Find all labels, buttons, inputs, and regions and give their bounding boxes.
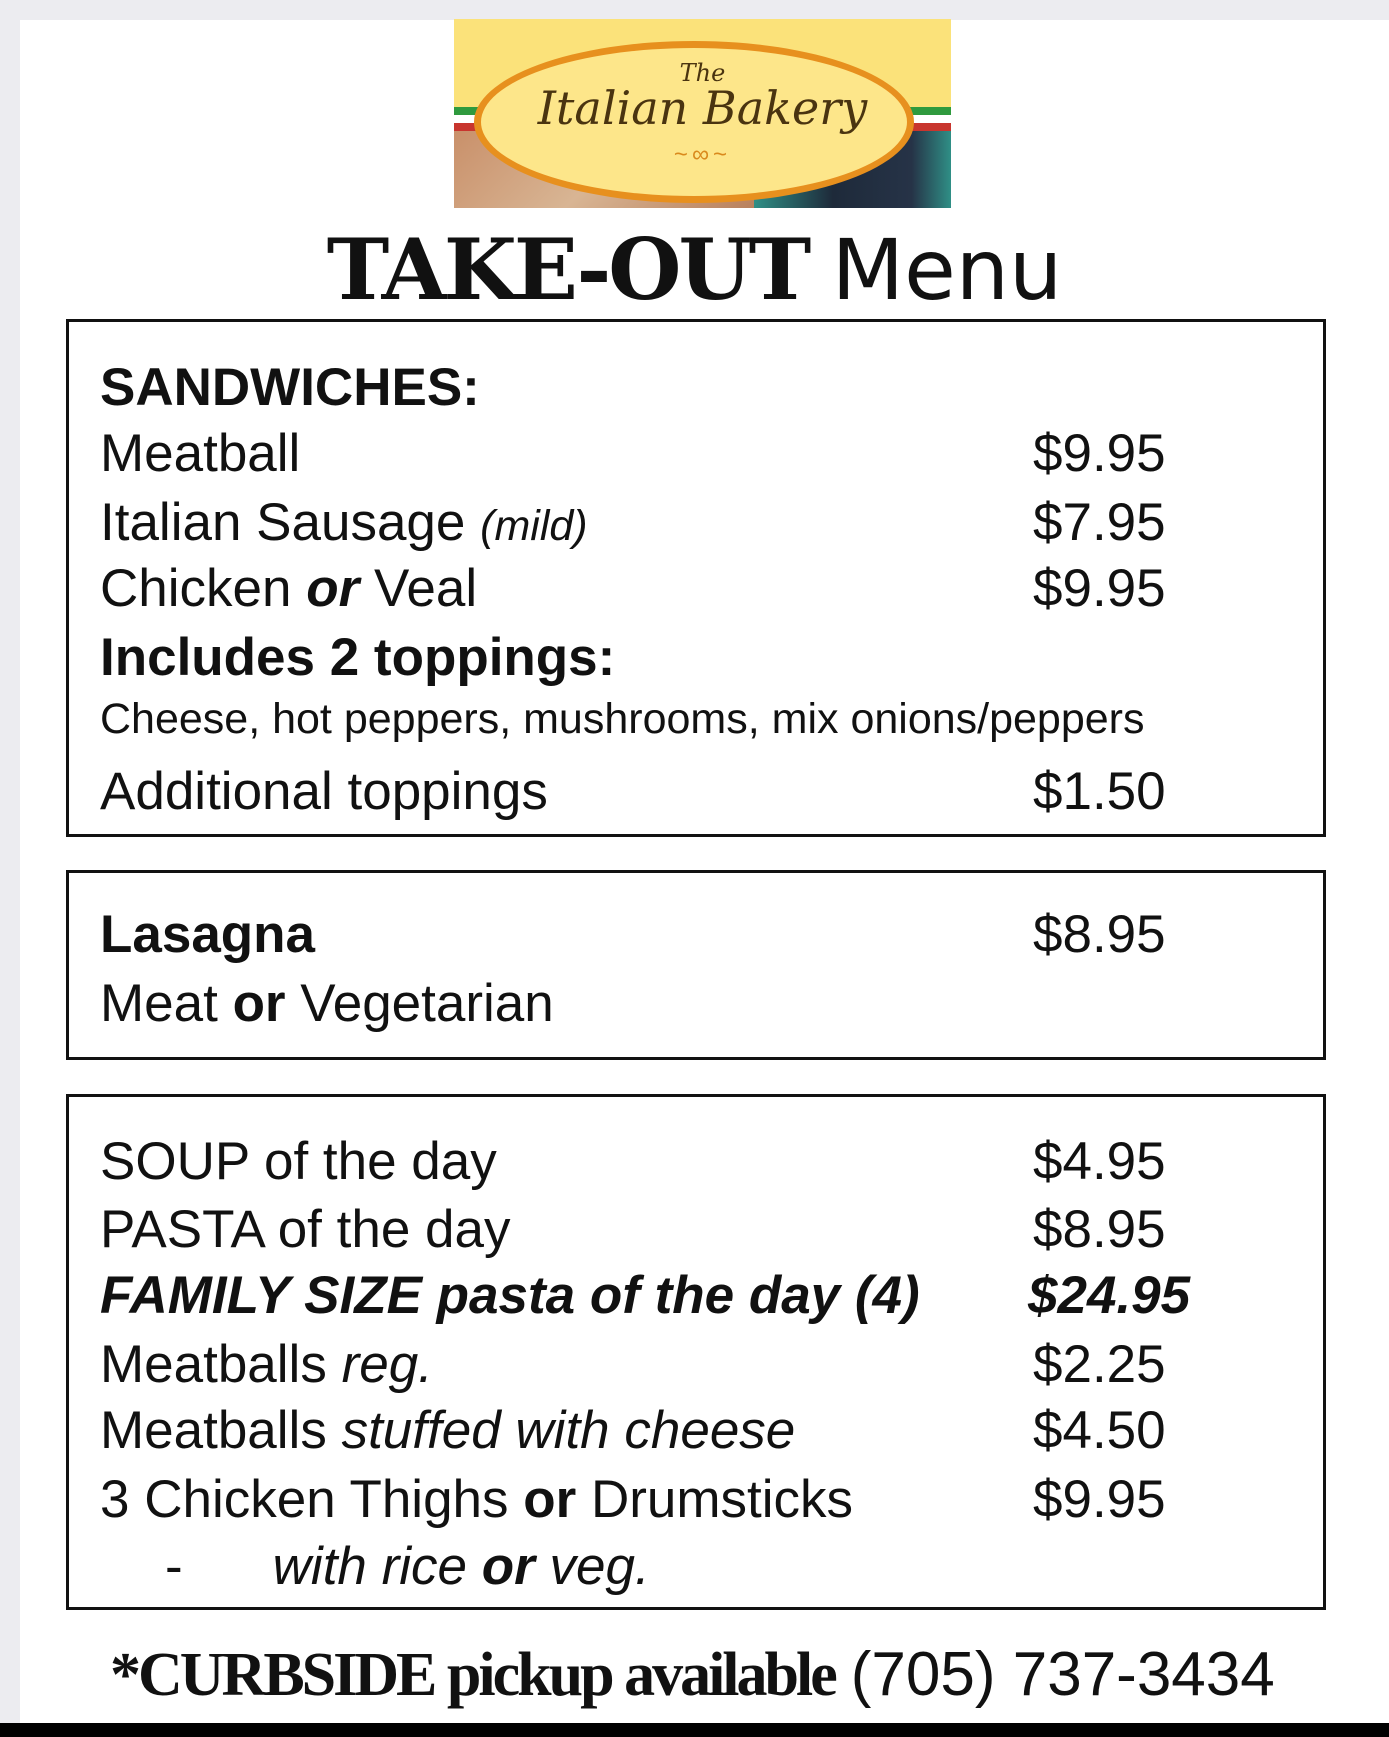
price-family-pasta: $24.95 [1028,1266,1191,1325]
page-title [0,220,1389,319]
price-chicken-veal: $9.95 [1033,559,1166,618]
chicken-side-options: - with rice or veg. [165,1537,650,1596]
lasagna-options: Meat or Vegetarian [100,974,554,1033]
title-menu: Menu [831,221,1063,319]
price-soup: $4.95 [1033,1132,1166,1191]
item-additional-toppings: Additional toppings [100,762,548,821]
item-family-pasta: FAMILY SIZE pasta of the day (4) [100,1266,920,1325]
curbside-footer [110,1640,1275,1710]
item-meatballs-stuffed: Meatballs stuffed with cheese [100,1401,796,1460]
item-italian-sausage: Italian Sausage (mild) [100,493,588,552]
curbside-text: *CURBSIDE pickup available [110,1641,835,1709]
price-additional-toppings: $1.50 [1033,762,1166,821]
logo-the: The [679,59,726,87]
price-meatball: $9.95 [1033,424,1166,483]
price-meatballs-stuffed: $4.50 [1033,1401,1166,1460]
price-italian-sausage: $7.95 [1033,493,1166,552]
item-meatballs-reg: Meatballs reg. [100,1335,433,1394]
price-chicken-thighs: $9.95 [1033,1470,1166,1529]
phone-number: (705) 737-3434 [850,1640,1275,1709]
item-meatball: Meatball [100,424,301,483]
logo-flourish: ~∞~ [673,141,732,168]
price-meatballs-reg: $2.25 [1033,1335,1166,1394]
item-chicken-thighs: 3 Chicken Thighs or Drumsticks [100,1470,854,1529]
includes-toppings: Includes 2 toppings: [100,628,616,687]
item-lasagna: Lasagna [100,905,316,964]
bottom-bar [0,1723,1389,1737]
price-pasta: $8.95 [1033,1200,1166,1259]
item-chicken-veal: Chicken or Veal [100,559,478,618]
bakery-logo [454,19,951,208]
price-lasagna: $8.95 [1033,905,1166,964]
toppings-list: Cheese, hot peppers, mushrooms, mix onions/peppers [100,695,1145,743]
item-pasta: PASTA of the day [100,1200,511,1259]
item-soup: SOUP of the day [100,1132,497,1191]
sandwiches-heading: SANDWICHES: [100,358,480,417]
logo-name: Italian Bakery [537,81,868,135]
title-takeout: TAKE-OUT [326,220,809,319]
